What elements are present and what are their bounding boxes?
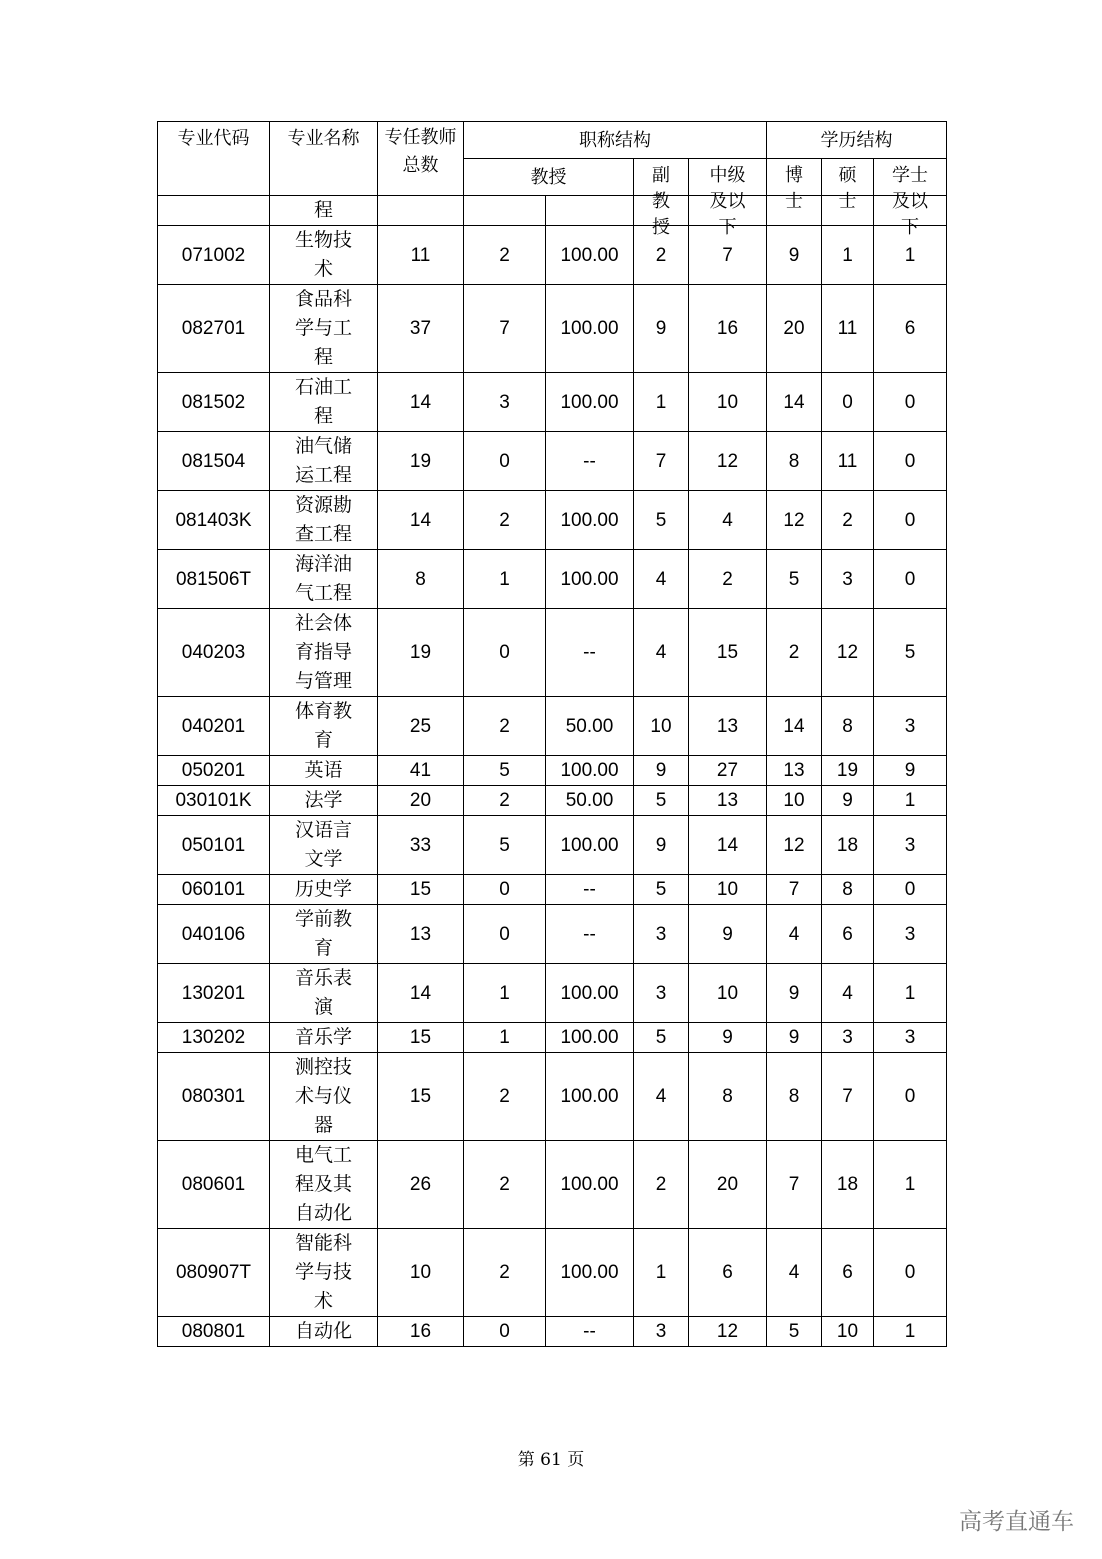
- cell-master: 4: [822, 964, 874, 1023]
- header-bachelor-text: 学士及以下: [892, 165, 928, 238]
- cell-bachelor: 0: [874, 875, 947, 905]
- cell-professor: 2: [464, 697, 546, 756]
- cell-master: 6: [822, 1229, 874, 1317]
- cell-professor: 1: [464, 964, 546, 1023]
- cell-teachers: 41: [378, 756, 464, 786]
- cell-intermediate: 27: [689, 756, 767, 786]
- cell-associate: 1: [634, 373, 689, 432]
- cell-intermediate: 10: [689, 875, 767, 905]
- cell-empty: [378, 196, 464, 226]
- cell-associate: 9: [634, 285, 689, 373]
- cell-doctor: 4: [767, 905, 822, 964]
- cell-professor: 7: [464, 285, 546, 373]
- cell-bachelor: 1: [874, 964, 947, 1023]
- cell-associate: 1: [634, 1229, 689, 1317]
- cell-bachelor: 6: [874, 285, 947, 373]
- cell-bachelor: 1: [874, 786, 947, 816]
- cell-name: 历史学: [270, 875, 378, 905]
- cell-name: 智能科学与技术: [270, 1229, 378, 1317]
- cell-bachelor: 5: [874, 609, 947, 697]
- cell-doctor: 7: [767, 1141, 822, 1229]
- cell-name: 石油工程: [270, 373, 378, 432]
- cell-professor: 5: [464, 756, 546, 786]
- cell-professor-pct: 100.00: [546, 1023, 634, 1053]
- cell-doctor: 2: [767, 609, 822, 697]
- cell-teachers: 19: [378, 609, 464, 697]
- cell-master: 6: [822, 905, 874, 964]
- cell-teachers: 10: [378, 1229, 464, 1317]
- cell-bachelor: 3: [874, 816, 947, 875]
- cell-professor: 1: [464, 550, 546, 609]
- header-associate: [634, 159, 689, 238]
- cell-code: 060101: [158, 875, 270, 905]
- cell-code: [158, 196, 270, 226]
- cell-associate: 4: [634, 1053, 689, 1141]
- cell-code: 082701: [158, 285, 270, 373]
- cell-professor-pct: 100.00: [546, 285, 634, 373]
- cell-code: 071002: [158, 226, 270, 285]
- cell-associate: 10: [634, 697, 689, 756]
- cell-professor-pct: 100.00: [546, 1229, 634, 1317]
- cell-master: 3: [822, 550, 874, 609]
- cell-professor-pct: --: [546, 875, 634, 905]
- cell-doctor: 20: [767, 285, 822, 373]
- cell-code: 050101: [158, 816, 270, 875]
- header-professor: 教授: [464, 159, 634, 196]
- cell-name: 测控技术与仪器: [270, 1053, 378, 1141]
- cell-intermediate: 12: [689, 1317, 767, 1347]
- cell-associate: 2: [634, 226, 689, 285]
- cell-master: 7: [822, 1053, 874, 1141]
- cell-code: 080601: [158, 1141, 270, 1229]
- cell-master: 18: [822, 816, 874, 875]
- table-row: [158, 1023, 947, 1053]
- cell-name: 体育教育: [270, 697, 378, 756]
- cell-code: 080301: [158, 1053, 270, 1141]
- cell-teachers: 11: [378, 226, 464, 285]
- cell-doctor: 9: [767, 226, 822, 285]
- cell-master: 18: [822, 1141, 874, 1229]
- cell-doctor: 5: [767, 1317, 822, 1347]
- cell-doctor: 12: [767, 816, 822, 875]
- cell-master: 3: [822, 1023, 874, 1053]
- cell-associate: 4: [634, 609, 689, 697]
- cell-master: 2: [822, 491, 874, 550]
- cell-bachelor: 1: [874, 226, 947, 285]
- cell-code: 130202: [158, 1023, 270, 1053]
- table-row: [158, 373, 947, 432]
- cell-professor-pct: 100.00: [546, 550, 634, 609]
- cell-associate: 9: [634, 756, 689, 786]
- cell-code: 081403K: [158, 491, 270, 550]
- cell-teachers: 37: [378, 285, 464, 373]
- cell-doctor: 8: [767, 1053, 822, 1141]
- cell-intermediate: 13: [689, 786, 767, 816]
- cell-professor-pct: --: [546, 432, 634, 491]
- table-row: [158, 285, 947, 373]
- table-row: [158, 432, 947, 491]
- cell-name: 英语: [270, 756, 378, 786]
- cell-name: 汉语言文学: [270, 816, 378, 875]
- cell-professor-pct: 50.00: [546, 697, 634, 756]
- cell-name: 自动化: [270, 1317, 378, 1347]
- table-row: [158, 226, 947, 285]
- cell-name: 学前教育: [270, 905, 378, 964]
- header-code: 专业代码: [158, 122, 270, 196]
- continued-row: [158, 196, 947, 226]
- cell-associate: 2: [634, 1141, 689, 1229]
- header-doctor-text: 博士: [785, 165, 803, 212]
- header-teachers: [378, 122, 464, 196]
- cell-professor: 2: [464, 786, 546, 816]
- cell-bachelor: 0: [874, 373, 947, 432]
- header-intermediate: [689, 159, 767, 238]
- cell-code: 081502: [158, 373, 270, 432]
- cell-name: 电气工程及其自动化: [270, 1141, 378, 1229]
- table-row: [158, 609, 947, 697]
- cell-professor: 2: [464, 1053, 546, 1141]
- cell-associate: 5: [634, 786, 689, 816]
- header-master-text: 硕士: [838, 165, 857, 212]
- table-row: [158, 816, 947, 875]
- cell-professor: 0: [464, 905, 546, 964]
- cell-code: 040203: [158, 609, 270, 697]
- table-row: [158, 1053, 947, 1141]
- cell-bachelor: 1: [874, 1317, 947, 1347]
- cell-teachers: 15: [378, 1023, 464, 1053]
- table-row: [158, 1141, 947, 1229]
- cell-teachers: 25: [378, 697, 464, 756]
- cell-bachelor: 0: [874, 491, 947, 550]
- header-master: [822, 159, 874, 212]
- cell-name: 资源勘查工程: [270, 491, 378, 550]
- cell-doctor: 8: [767, 432, 822, 491]
- cell-associate: 3: [634, 964, 689, 1023]
- cell-professor-pct: 100.00: [546, 226, 634, 285]
- cell-bachelor: 0: [874, 1229, 947, 1317]
- cell-master: 1: [822, 226, 874, 285]
- cell-bachelor: 3: [874, 905, 947, 964]
- cell-teachers: 13: [378, 905, 464, 964]
- table-row: [158, 550, 947, 609]
- cell-teachers: 14: [378, 373, 464, 432]
- cell-doctor: 14: [767, 373, 822, 432]
- cell-professor: 2: [464, 1141, 546, 1229]
- cell-master: 11: [822, 432, 874, 491]
- cell-code: 130201: [158, 964, 270, 1023]
- cell-bachelor: 0: [874, 432, 947, 491]
- cell-doctor: 10: [767, 786, 822, 816]
- cell-name: 音乐表演: [270, 964, 378, 1023]
- cell-professor-pct: --: [546, 905, 634, 964]
- table-row: [158, 905, 947, 964]
- header-doctor: [767, 159, 822, 212]
- cell-name: 社会体育指导与管理: [270, 609, 378, 697]
- cell-professor-pct: 100.00: [546, 756, 634, 786]
- header-intermediate-text: 中级及以下: [709, 165, 746, 238]
- cell-associate: 5: [634, 491, 689, 550]
- table-row: [158, 786, 947, 816]
- cell-intermediate: 7: [689, 226, 767, 285]
- watermark: 高考直通车: [959, 1509, 1074, 1535]
- cell-professor-pct: 50.00: [546, 786, 634, 816]
- cell-intermediate: 2: [689, 550, 767, 609]
- cell-teachers: 16: [378, 1317, 464, 1347]
- cell-teachers: 15: [378, 1053, 464, 1141]
- cell-intermediate: 14: [689, 816, 767, 875]
- cell-name: 生物技术: [270, 226, 378, 285]
- cell-doctor: 5: [767, 550, 822, 609]
- cell-professor-pct: 100.00: [546, 1053, 634, 1141]
- cell-code: 030101K: [158, 786, 270, 816]
- header-teachers-text: 专任教师总数: [384, 127, 457, 176]
- cell-bachelor: 3: [874, 697, 947, 756]
- header-name: 专业名称: [270, 122, 378, 196]
- cell-master: 8: [822, 697, 874, 756]
- data-table: [157, 121, 947, 1347]
- cell-professor-pct: --: [546, 609, 634, 697]
- cell-bachelor: 0: [874, 550, 947, 609]
- cell-intermediate: 16: [689, 285, 767, 373]
- cell-associate: 3: [634, 1317, 689, 1347]
- cell-bachelor: 0: [874, 1053, 947, 1141]
- cell-professor-pct: 100.00: [546, 964, 634, 1023]
- cell-intermediate: 10: [689, 964, 767, 1023]
- cell-master: 8: [822, 875, 874, 905]
- cell-intermediate: 13: [689, 697, 767, 756]
- cell-teachers: 8: [378, 550, 464, 609]
- cell-doctor: 9: [767, 964, 822, 1023]
- cell-professor: 2: [464, 491, 546, 550]
- table-row: [158, 875, 947, 905]
- cell-empty: [464, 196, 546, 226]
- header-title-structure: 职称结构: [464, 122, 767, 159]
- cell-professor: 0: [464, 875, 546, 905]
- cell-intermediate: 4: [689, 491, 767, 550]
- table-row: [158, 756, 947, 786]
- cell-master: 12: [822, 609, 874, 697]
- cell-professor: 0: [464, 1317, 546, 1347]
- cell-professor-pct: 100.00: [546, 491, 634, 550]
- cell-professor-pct: --: [546, 1317, 634, 1347]
- cell-teachers: 15: [378, 875, 464, 905]
- table-row: [158, 1317, 947, 1347]
- cell-name: 海洋油气工程: [270, 550, 378, 609]
- cell-teachers: 26: [378, 1141, 464, 1229]
- cell-intermediate: 10: [689, 373, 767, 432]
- cell-master: 10: [822, 1317, 874, 1347]
- cell-name: 程: [270, 196, 378, 226]
- table-row: [158, 491, 947, 550]
- cell-code: 081506T: [158, 550, 270, 609]
- cell-associate: 5: [634, 1023, 689, 1053]
- cell-professor-pct: 100.00: [546, 1141, 634, 1229]
- cell-code: 080907T: [158, 1229, 270, 1317]
- cell-teachers: 33: [378, 816, 464, 875]
- cell-master: 9: [822, 786, 874, 816]
- cell-intermediate: 20: [689, 1141, 767, 1229]
- page-number: 第 61 页: [517, 1450, 585, 1470]
- cell-name: 食品科学与工程: [270, 285, 378, 373]
- cell-code: 040201: [158, 697, 270, 756]
- cell-intermediate: 6: [689, 1229, 767, 1317]
- cell-empty: [546, 196, 634, 226]
- header-edu-structure: 学历结构: [767, 122, 947, 159]
- cell-intermediate: 15: [689, 609, 767, 697]
- cell-doctor: 7: [767, 875, 822, 905]
- cell-associate: 3: [634, 905, 689, 964]
- cell-doctor: 4: [767, 1229, 822, 1317]
- cell-master: 19: [822, 756, 874, 786]
- cell-doctor: 9: [767, 1023, 822, 1053]
- cell-intermediate: 12: [689, 432, 767, 491]
- cell-doctor: 14: [767, 697, 822, 756]
- cell-intermediate: 8: [689, 1053, 767, 1141]
- cell-name: 油气储运工程: [270, 432, 378, 491]
- cell-intermediate: 9: [689, 1023, 767, 1053]
- cell-associate: 7: [634, 432, 689, 491]
- cell-teachers: 19: [378, 432, 464, 491]
- table-row: [158, 697, 947, 756]
- cell-professor: 0: [464, 432, 546, 491]
- cell-bachelor: 1: [874, 1141, 947, 1229]
- cell-professor: 0: [464, 609, 546, 697]
- cell-professor: 3: [464, 373, 546, 432]
- table-row: [158, 1229, 947, 1317]
- cell-name: 法学: [270, 786, 378, 816]
- cell-professor: 1: [464, 1023, 546, 1053]
- cell-associate: 9: [634, 816, 689, 875]
- cell-teachers: 14: [378, 491, 464, 550]
- cell-doctor: 13: [767, 756, 822, 786]
- cell-code: 080801: [158, 1317, 270, 1347]
- cell-teachers: 20: [378, 786, 464, 816]
- cell-master: 0: [822, 373, 874, 432]
- cell-teachers: 14: [378, 964, 464, 1023]
- cell-code: 081504: [158, 432, 270, 491]
- cell-master: 11: [822, 285, 874, 373]
- cell-code: 050201: [158, 756, 270, 786]
- table-row: [158, 964, 947, 1023]
- cell-professor: 2: [464, 1229, 546, 1317]
- cell-associate: 5: [634, 875, 689, 905]
- cell-professor-pct: 100.00: [546, 816, 634, 875]
- cell-bachelor: 3: [874, 1023, 947, 1053]
- cell-name: 音乐学: [270, 1023, 378, 1053]
- header-bachelor: [874, 159, 947, 238]
- cell-associate: 4: [634, 550, 689, 609]
- cell-professor: 5: [464, 816, 546, 875]
- cell-code: 040106: [158, 905, 270, 964]
- cell-professor-pct: 100.00: [546, 373, 634, 432]
- cell-bachelor: 9: [874, 756, 947, 786]
- cell-doctor: 12: [767, 491, 822, 550]
- header-associate-text: 副教授: [652, 165, 670, 238]
- cell-intermediate: 9: [689, 905, 767, 964]
- cell-professor: 2: [464, 226, 546, 285]
- header-row-1: [158, 122, 947, 159]
